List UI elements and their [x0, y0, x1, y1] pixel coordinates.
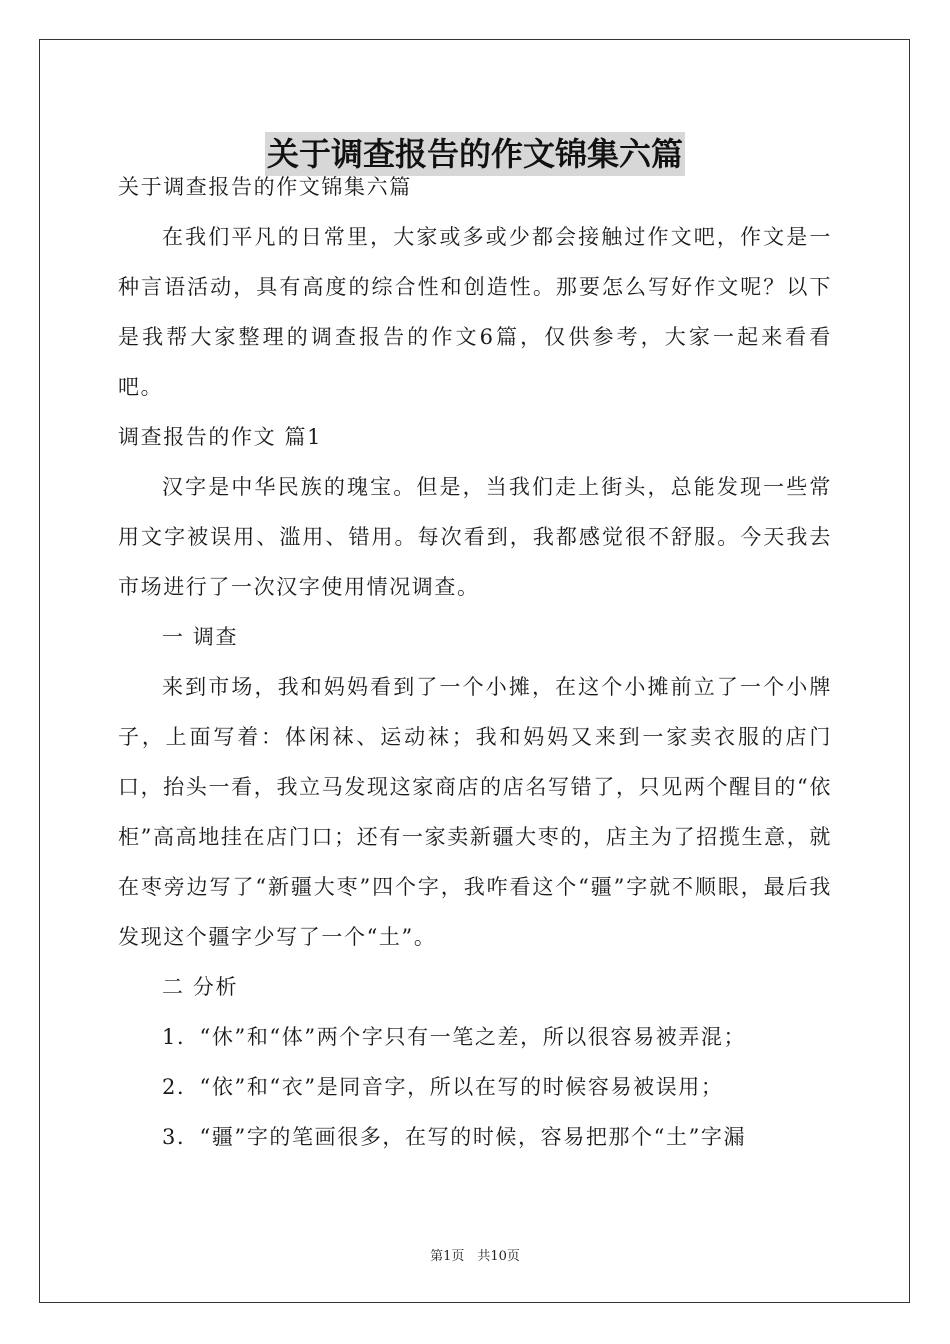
page-number-footer: 第1页 共10页 — [430, 1249, 520, 1264]
document-title-text: 关于调查报告的作文锦集六篇 — [265, 132, 685, 176]
list-item: 2．“依”和“衣”是同音字，所以在写的时候容易被误用； — [162, 1075, 724, 1099]
list-item: 3．“疆”字的笔画很多，在写的时候，容易把那个“土”字漏 — [162, 1125, 747, 1149]
body-paragraph: 汉字是中华民族的瑰宝。但是，当我们走上街头，总能发现一些常用文字被误用、滥用、错用。每次看到，我都感觉很不舒服。今天我去市场进行了一次汉字使用情况调查。 — [118, 475, 832, 599]
intro-paragraph: 在我们平凡的日常里，大家或多或少都会接触过作文吧，作文是一种言语活动，具有高度的综合性和创造性。那要怎么写好作文呢？以下是我帮大家整理的调查报告的作文6篇，仅供参考，大家一起来看看吧。 — [118, 225, 832, 399]
subsection-heading: 一 调查 — [162, 625, 239, 649]
subsection-heading: 二 分析 — [162, 975, 239, 999]
list-item: 1．“休”和“体”两个字只有一笔之差，所以很容易被弄混； — [162, 1025, 747, 1049]
document-body — [118, 118, 832, 1162]
document-subtitle: 关于调查报告的作文锦集六篇 — [118, 175, 412, 199]
body-paragraph: 来到市场，我和妈妈看到了一个小摊，在这个小摊前立了一个小牌子，上面写着：体闲袜、运动袜；我和妈妈又来到一家卖衣服的店门口，抬头一看，我立马发现这家商店的店名写错了，只见两个醒目的“依柜”高高地挂在店门口；还有一家卖新疆大枣的，店主为了招揽生意，就在枣旁边写了“新疆大枣”四个字，我咋看这个“疆”字就不顺眼，最后我发现这个疆字少写了一个“土”。 — [118, 675, 832, 949]
section-heading: 调查报告的作文 篇1 — [118, 425, 323, 449]
